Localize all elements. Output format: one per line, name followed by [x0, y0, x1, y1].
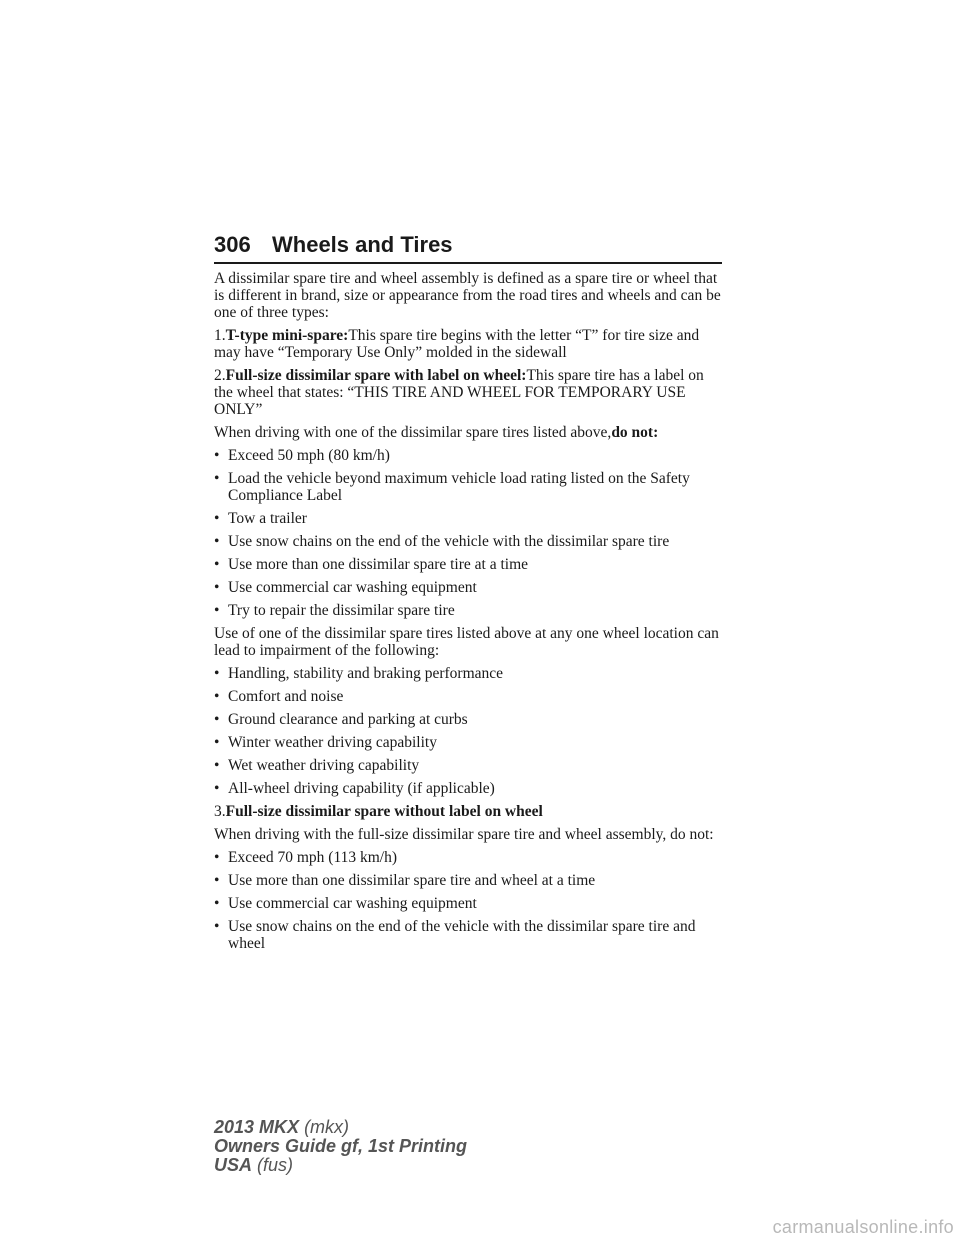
donot-list — [214, 447, 726, 619]
bullet-icon: • — [214, 556, 220, 573]
list-item-text: Handling, stability and braking performance — [228, 665, 504, 682]
list-item — [214, 447, 726, 464]
list-item — [214, 602, 726, 619]
bullet-icon: • — [214, 533, 220, 550]
page-number: 306 — [214, 232, 251, 257]
list-item — [214, 872, 726, 889]
bullet-icon: • — [214, 579, 220, 596]
list-item — [214, 780, 726, 797]
list-item-text: Comfort and noise — [228, 688, 344, 705]
list-item-text: Try to repair the dissimilar spare tire — [228, 602, 455, 619]
bullet-icon: • — [214, 447, 220, 464]
list-item-text: Use snow chains on the end of the vehicle with the dissimilar spare tire — [228, 533, 670, 550]
list-item — [214, 533, 726, 550]
list-item-text: Use snow chains on the end of the vehicle with the dissimilar spare tire and wheel — [228, 918, 696, 952]
bullet-icon: • — [214, 757, 220, 774]
bullet-icon: • — [214, 734, 220, 751]
impairment-intro: Use of one of the dissimilar spare tires listed above at any one wheel location can lead to impairment of the following: — [214, 625, 719, 659]
footer-guide: Owners Guide gf, 1st Printing — [214, 1136, 468, 1156]
type-2-label: Full-size dissimilar spare with label on wheel: — [225, 367, 527, 384]
list-item — [214, 510, 726, 527]
list-item — [214, 757, 726, 774]
footer-line-1 — [214, 1118, 467, 1137]
driving-intro-bold: do not: — [611, 424, 659, 441]
list-item-text: Winter weather driving capability — [228, 734, 437, 751]
type-1-item — [214, 327, 726, 361]
bullet-icon: • — [214, 510, 220, 527]
bullet-icon: • — [214, 849, 220, 866]
list-item-text: Use commercial car washing equipment — [228, 895, 477, 912]
type-2-item — [214, 367, 726, 418]
footer-model: 2013 MKX — [214, 1117, 300, 1137]
bullet-icon: • — [214, 918, 220, 935]
bullet-icon: • — [214, 872, 220, 889]
type-3-item — [214, 803, 726, 820]
bullet-icon: • — [214, 688, 220, 705]
list-item-text: Exceed 50 mph (80 km/h) — [228, 447, 390, 464]
bullet-icon: • — [214, 780, 220, 797]
type-1-text: This spare tire begins with the letter “T” for tire size and may have “Temporary Use Only” molded in the sidewall — [214, 327, 700, 361]
print-footer — [214, 1118, 467, 1175]
list-item — [214, 579, 726, 596]
footer-line-3 — [214, 1156, 467, 1175]
driving-intro — [214, 424, 726, 441]
footer-region-code: (fus) — [257, 1155, 294, 1175]
list-item — [214, 556, 726, 573]
type-3-label: Full-size dissimilar spare without label on wheel — [225, 803, 543, 820]
list-item-text: All-wheel driving capability (if applicable) — [228, 780, 495, 797]
fullsize-intro: When driving with the full-size dissimilar spare tire and wheel assembly, do not: — [214, 826, 714, 843]
list-item-text: Exceed 70 mph (113 km/h) — [228, 849, 398, 866]
list-item-text: Use commercial car washing equipment — [228, 579, 477, 596]
watermark: carmanualsonline.info — [772, 1217, 954, 1237]
list-item-text: Ground clearance and parking at curbs — [228, 711, 468, 728]
list-item — [214, 849, 726, 866]
type-1-label: T-type mini-spare: — [225, 327, 349, 344]
list-item — [214, 470, 726, 504]
type-3-number: 3. — [214, 803, 226, 820]
driving-intro-text: When driving with one of the dissimilar spare tires listed above, — [214, 424, 612, 441]
type-2-text: This spare tire has a label on the wheel that states: “THIS TIRE AND WHEEL FOR TEMPORARY USE ONLY” — [214, 367, 704, 418]
page-content — [214, 270, 726, 958]
bullet-icon: • — [214, 711, 220, 728]
page-header — [214, 228, 722, 264]
list-item — [214, 734, 726, 751]
list-item — [214, 918, 726, 952]
footer-region: USA — [214, 1155, 253, 1175]
bullet-icon: • — [214, 895, 220, 912]
list-item — [214, 711, 726, 728]
bullet-icon: • — [214, 665, 220, 682]
list-item — [214, 688, 726, 705]
type-1-number: 1. — [214, 327, 226, 344]
list-item — [214, 895, 726, 912]
fullsize-list — [214, 849, 726, 952]
list-item — [214, 665, 726, 682]
bullet-icon: • — [214, 602, 220, 619]
intro-paragraph: A dissimilar spare tire and wheel assembly is defined as a spare tire or wheel that is different in brand, size or appearance from the road tires and wheels and can be one of three types: — [214, 270, 721, 321]
list-item-text: Wet weather driving capability — [228, 757, 420, 774]
bullet-icon: • — [214, 470, 220, 487]
footer-line-2 — [214, 1137, 467, 1156]
list-item-text: Use more than one dissimilar spare tire at a time — [228, 556, 529, 573]
type-2-number: 2. — [214, 367, 226, 384]
section-title: Wheels and Tires — [272, 232, 453, 257]
footer-model-code: (mkx) — [304, 1117, 350, 1137]
impairment-list — [214, 665, 726, 797]
list-item-text: Tow a trailer — [228, 510, 307, 527]
list-item-text: Use more than one dissimilar spare tire and wheel at a time — [228, 872, 596, 889]
list-item-text: Load the vehicle beyond maximum vehicle load rating listed on the Safety Compliance Label — [228, 470, 690, 504]
